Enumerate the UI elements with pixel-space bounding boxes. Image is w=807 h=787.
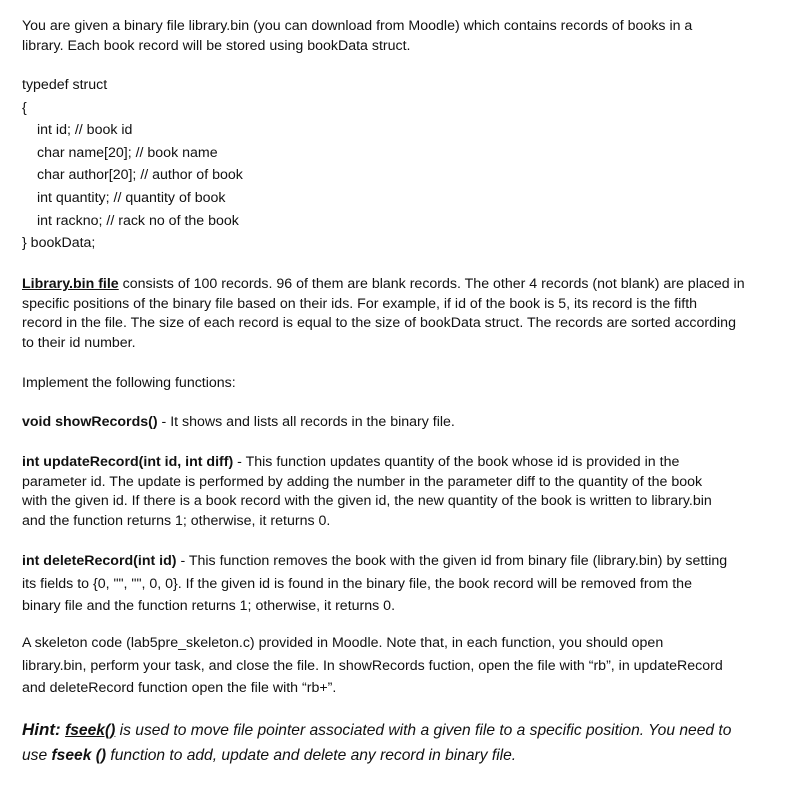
update-record-signature: int updateRecord(int id, int diff) xyxy=(22,454,234,470)
hint-line-2-text: function to add, update and delete any record in binary file. xyxy=(106,747,517,764)
hint-line-2 xyxy=(22,743,773,768)
intro-line-1: You are given a binary file library.bin (you can download from Moodle) which contains records of books in a xyxy=(22,18,693,34)
show-records-signature: void showRecords() xyxy=(22,414,158,430)
skeleton-line-3: and deleteRecord function open the file with “rb+”. xyxy=(22,680,337,697)
hint-line-1-text: is used to move file pointer associated with a given file to a specific position. You need to xyxy=(115,722,732,739)
hint-label: Hint: xyxy=(22,720,61,739)
code-line-open-brace: { xyxy=(22,99,27,116)
update-line-2: parameter id. The update is performed by adding the number in the parameter diff to the quantity of the book xyxy=(22,473,703,490)
skeleton-line-2: library.bin, perform your task, and close the file. In showRecords fuction, open the file with “rb”, in updateRecord xyxy=(22,657,723,674)
code-line-name: char name[20]; // book name xyxy=(37,144,218,161)
library-paragraph xyxy=(22,275,773,353)
intro-line-2: library. Each book record will be stored using bookData struct. xyxy=(22,37,411,54)
delete-line-3: binary file and the function returns 1; otherwise, it returns 0. xyxy=(22,598,396,615)
code-line-rackno: int rackno; // rack no of the book xyxy=(37,212,239,229)
update-record-paragraph xyxy=(22,453,773,531)
library-line-3: record in the file. The size of each record is equal to the size of bookData struct. The records are sorted according xyxy=(22,315,736,332)
code-line-author: char author[20]; // author of book xyxy=(37,167,243,184)
delete-line-2: its fields to {0, "", "", 0, 0}. If the given id is found in the binary file, the book record will be removed from the xyxy=(22,575,692,592)
show-records-paragraph xyxy=(22,413,773,433)
library-line-2: specific positions of the binary file based on their ids. For example, if id of the book is 5, its record is the fifth xyxy=(22,295,698,312)
hint-line-1 xyxy=(22,717,773,743)
code-line-typedef: typedef struct xyxy=(22,77,108,93)
hint-line-2-pre: use xyxy=(22,747,52,764)
hint-paragraph xyxy=(22,717,773,768)
delete-line-1 xyxy=(22,550,773,573)
update-line-4: and the function returns 1; otherwise, it returns 0. xyxy=(22,512,331,529)
skeleton-line-1: A skeleton code (lab5pre_skeleton.c) provided in Moodle. Note that, in each function, you should open xyxy=(22,635,664,651)
struct-code-block xyxy=(22,74,773,255)
library-bin-link[interactable]: Library.bin file xyxy=(22,276,119,292)
delete-record-paragraph xyxy=(22,550,773,618)
implement-paragraph xyxy=(22,374,773,394)
fseek-link[interactable]: fseek() xyxy=(65,722,116,739)
library-line-4: to their id number. xyxy=(22,334,136,351)
library-line-1 xyxy=(22,275,773,295)
show-records-line xyxy=(22,413,773,433)
code-line-quantity: int quantity; // quantity of book xyxy=(37,189,226,206)
library-line-1-text: consists of 100 records. 96 of them are blank records. The other 4 records (not blank) are placed in xyxy=(118,276,745,292)
code-line-id: int id; // book id xyxy=(37,122,133,139)
delete-line-1-text: - This function removes the book with the given id from binary file (library.bin) by setting xyxy=(176,553,728,569)
update-line-3: with the given id. If there is a book record with the given id, the new quantity of the book is written to library.bin xyxy=(22,493,712,510)
intro-paragraph xyxy=(22,17,773,56)
hint-fseek-bold: fseek () xyxy=(51,747,107,764)
code-line-close: } bookData; xyxy=(22,235,96,252)
delete-record-signature: int deleteRecord(int id) xyxy=(22,553,177,569)
show-records-desc: - It shows and lists all records in the binary file. xyxy=(157,414,455,430)
update-line-1-text: - This function updates quantity of the book whose id is provided in the xyxy=(233,454,680,470)
update-line-1 xyxy=(22,453,773,473)
skeleton-paragraph xyxy=(22,632,773,700)
implement-line: Implement the following functions: xyxy=(22,375,236,391)
